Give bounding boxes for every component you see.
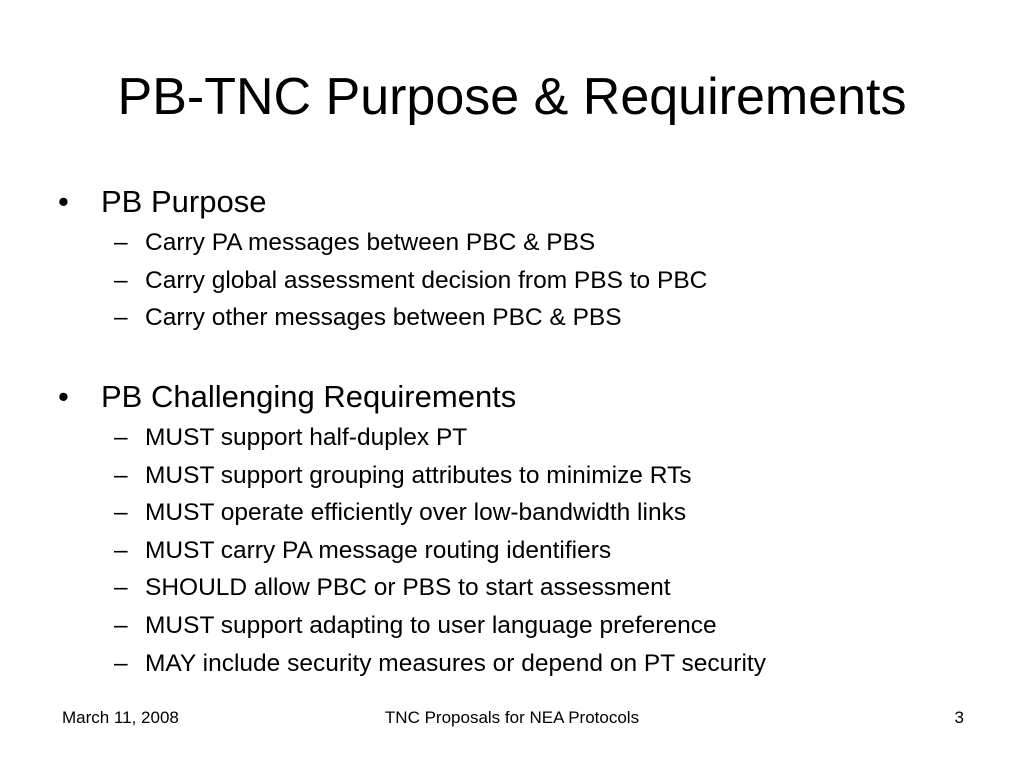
list-item — [58, 494, 998, 532]
list-item — [58, 645, 998, 683]
sub-bullet-list — [58, 419, 998, 682]
dash-icon: – — [114, 304, 128, 332]
bullet-heading — [58, 180, 998, 224]
list-item — [58, 224, 998, 262]
dash-icon: – — [114, 649, 128, 677]
section-pb-challenging-requirements — [58, 375, 998, 682]
dash-icon: – — [114, 229, 128, 256]
list-item — [58, 532, 998, 570]
section-heading: PB Challenging Requirements — [101, 379, 517, 414]
list-item-text: Carry PA messages between PBC & PBS — [145, 229, 596, 256]
list-item-text: MUST support half-duplex PT — [145, 424, 468, 451]
list-item — [58, 299, 998, 337]
footer-date: March 11, 2008 — [62, 708, 179, 727]
list-item-text: MAY include security measures or depend on PT security — [145, 649, 766, 677]
bullet-icon: • — [58, 379, 69, 414]
list-item-text: MUST operate efficiently over low-bandwidth links — [145, 499, 687, 527]
dash-icon: – — [114, 536, 128, 564]
list-item-text: Carry global assessment decision from PBS to PBC — [145, 266, 708, 294]
list-item-text: SHOULD allow PBC or PBS to start assessment — [145, 574, 671, 602]
dash-icon: – — [114, 499, 128, 527]
list-item — [58, 607, 998, 645]
dash-icon: – — [114, 574, 128, 602]
list-item — [58, 569, 998, 607]
section-pb-purpose — [58, 180, 998, 337]
list-item — [58, 262, 998, 300]
list-item-text: MUST support adapting to user language preference — [145, 611, 717, 639]
page-number: 3 — [954, 708, 964, 727]
dash-icon: – — [114, 266, 128, 294]
bullet-icon: • — [58, 184, 69, 219]
list-item — [58, 419, 998, 457]
slide-title: PB-TNC Purpose & Requirements — [117, 68, 907, 126]
dash-icon: – — [114, 461, 128, 489]
list-item-text: Carry other messages between PBC & PBS — [145, 304, 622, 332]
bullet-heading — [58, 375, 998, 419]
sub-bullet-list — [58, 224, 998, 337]
list-item — [58, 457, 998, 495]
list-item-text: MUST support grouping attributes to minimize RTs — [145, 461, 692, 489]
dash-icon: – — [114, 611, 128, 639]
list-item-text: MUST carry PA message routing identifiers — [145, 536, 612, 564]
section-heading: PB Purpose — [101, 184, 267, 219]
footer-title: TNC Proposals for NEA Protocols — [384, 708, 640, 727]
dash-icon: – — [114, 424, 128, 451]
